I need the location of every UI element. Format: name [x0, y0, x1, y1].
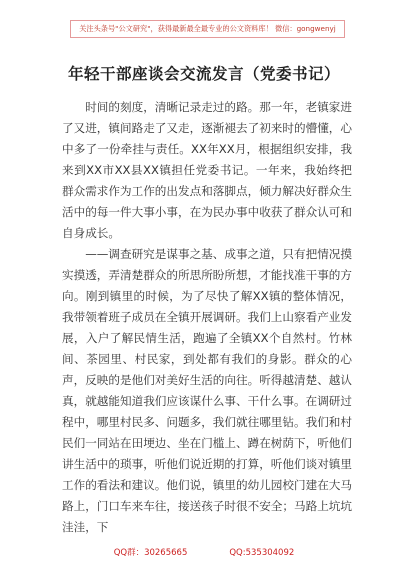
footer-contact: [0, 546, 408, 558]
document-body: [62, 97, 352, 538]
footer-qq-group: QQ群：30265665: [113, 548, 188, 558]
paragraph-intro: 时间的刻度，清晰记录走过的路。那一年，老镇家进了又进，镇间路走了又走，逐渐褪去了初来时的懵懂，心中多了一份牵挂与责任。XX年XX月，根据组织安排，我来到XX市XX县XX镇担任党委书记。一年来，我始终把群众需求作为工作的出发点和落脚点，倾力解决好群众生活中的每一件大事小事，在为民办事中收获了群众认可和自身成长。: [62, 100, 352, 240]
paragraph-research: ——调查研究是谋事之基、成事之道，只有把情况摸实摸透，弄清楚群众的所思所盼所想，才能找准干事的方向。刚到镇里的时候，为了尽快了解XX镇的整体情况，我带领着班子成员在全镇开展调研。我们上山察看产业发展，入户了解民情生活，跑遍了全镇XX个自然村。竹林间、茶园里、村民家，到处都有我们的身影。群众的心声，反映的是他们对美好生活的向往。听得越清楚、越认真，就越能知道我们应该谋什么事、干什么事。在调研过程中，哪里村民多、问题多，我们就往哪里钻。我们和村民们一同站在田埂边、坐在门槛上、蹲在树荫下，听他们讲生活中的琐事，听他们说近期的打算，听他们谈对镇里工作的看法和建议。他们说，镇里的幼儿园校门建在大马路上，门口车来车往，接送孩子时很不安全；马路上坑坑洼洼，下: [62, 247, 352, 534]
header-banner: 关注头条号"公文研究"，获得最新最全最专业的公文资料库！ 微信：gongwenyj: [70, 20, 345, 38]
document-title: 年轻干部座谈会交流发言（党委书记）: [67, 65, 340, 83]
footer-qq: QQ:535304092: [229, 548, 295, 558]
